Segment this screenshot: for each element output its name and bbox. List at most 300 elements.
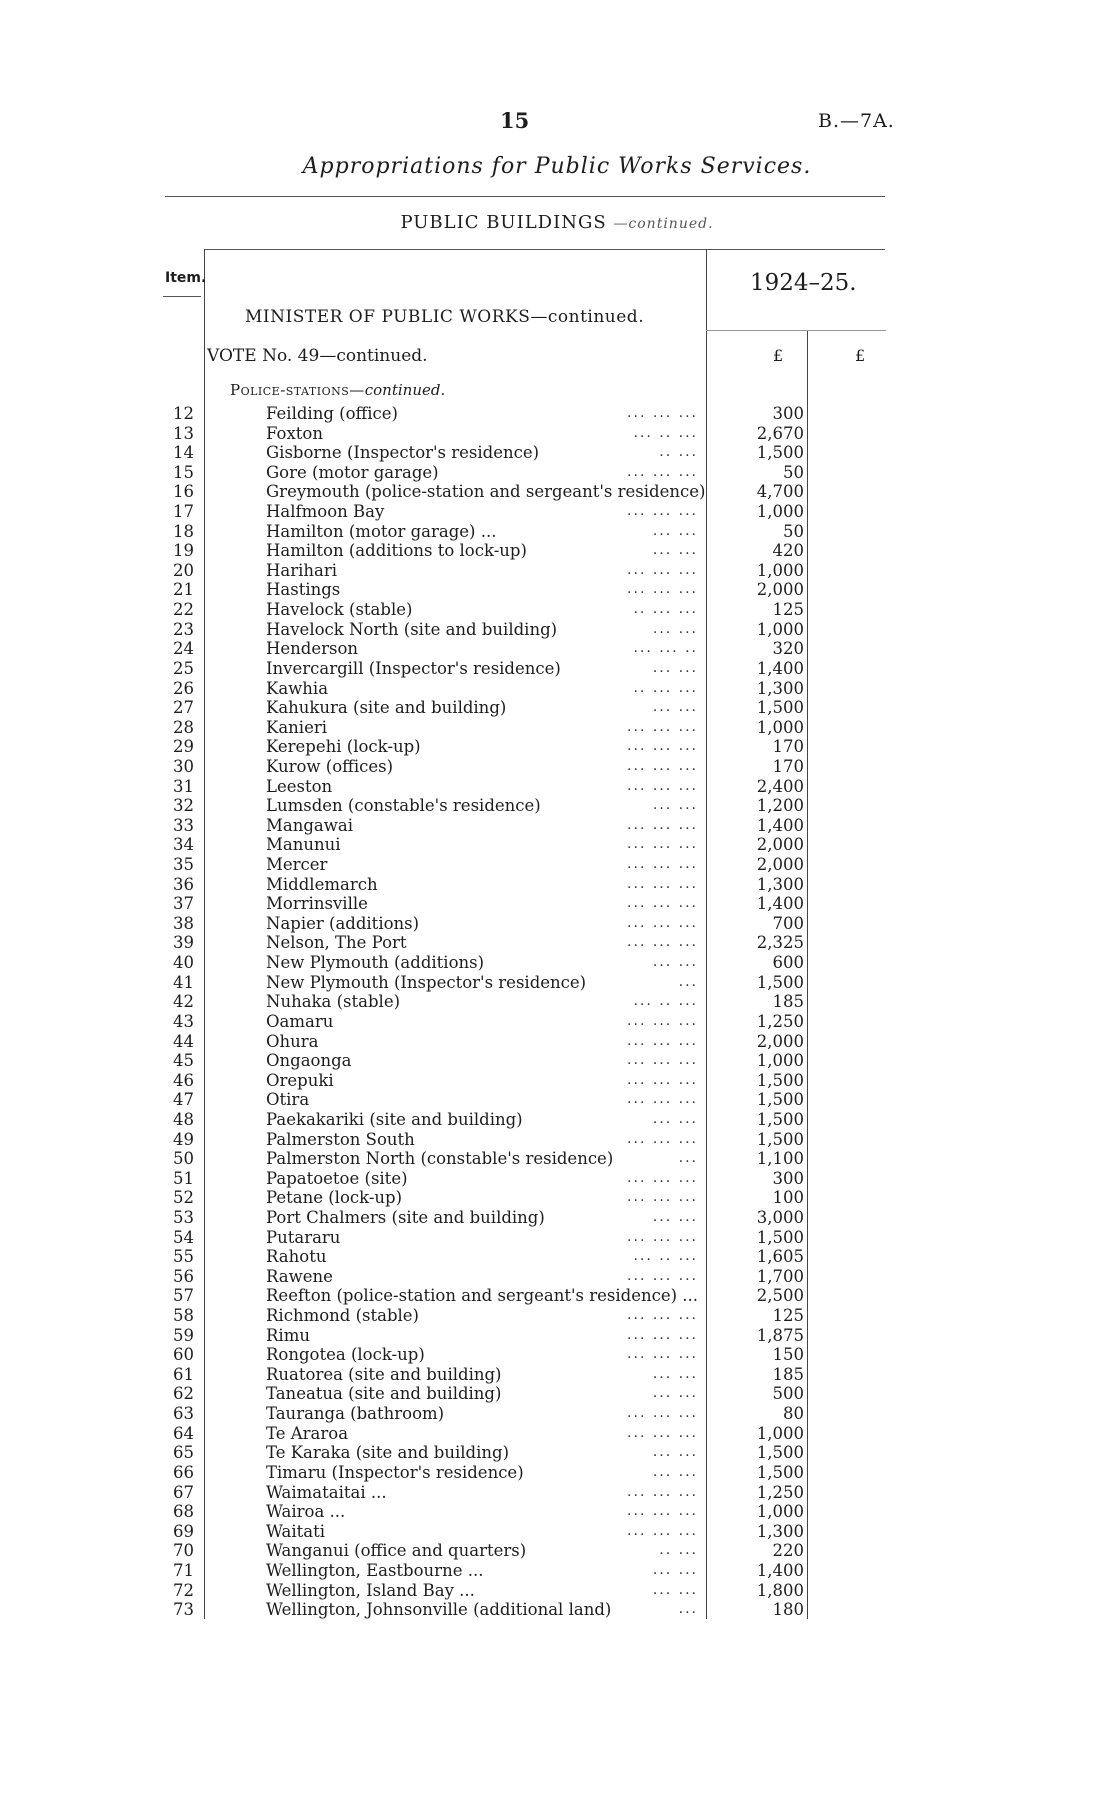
item-number: 58: [173, 1306, 194, 1326]
item-number: 24: [173, 639, 194, 659]
item-description: Petane (lock-up): [266, 1188, 403, 1208]
item-number: 73: [173, 1600, 194, 1620]
table-row: [0, 522, 1114, 542]
item-amount: 125: [772, 600, 804, 620]
item-number: 19: [173, 541, 194, 561]
item-description: Ruatorea (site and building): [266, 1364, 502, 1384]
table-row: [0, 855, 1114, 875]
leader-dots: ... ...: [652, 1365, 698, 1382]
item-amount: 2,000: [756, 855, 804, 875]
item-description: Leeston: [266, 776, 333, 796]
item-number: 59: [173, 1325, 194, 1345]
leader-dots: ... ...: [652, 1110, 698, 1127]
item-description: Mercer: [266, 855, 328, 875]
item-description: Kawhia: [266, 678, 329, 698]
table-row: [0, 482, 1114, 502]
item-number: 17: [173, 502, 194, 522]
leader-dots: ... ...: [652, 1385, 698, 1402]
item-number: 57: [173, 1286, 194, 1306]
table-row: [0, 1306, 1114, 1326]
item-number: 50: [173, 1149, 194, 1169]
item-description: Wairoa ...: [266, 1502, 346, 1522]
leader-dots: ... ... ...: [627, 1032, 698, 1049]
table-row: [0, 1071, 1114, 1091]
item-header-rule: [163, 296, 201, 297]
item-amount: 1,000: [756, 502, 804, 522]
item-amount: 1,000: [756, 717, 804, 737]
item-description: Waimataitai ...: [266, 1482, 387, 1502]
item-amount: 50: [783, 462, 804, 482]
leader-dots: ... ... ...: [627, 934, 698, 951]
vote-heading: VOTE No. 49—continued.: [207, 346, 428, 366]
table-row: [0, 953, 1114, 973]
table-row: [0, 875, 1114, 895]
item-number: 29: [173, 737, 194, 757]
item-description: Harihari: [266, 560, 338, 580]
currency-symbol-col1: £: [773, 346, 784, 365]
sub-heading-continued: continued.: [364, 381, 446, 399]
year-header-rule: [706, 330, 886, 331]
item-number: 44: [173, 1031, 194, 1051]
item-amount: 1,875: [756, 1325, 804, 1345]
item-description: Invercargill (Inspector's residence): [266, 658, 561, 678]
item-number: 18: [173, 521, 194, 541]
leader-dots: ... ... ...: [627, 1228, 698, 1245]
item-description: Kurow (offices): [266, 756, 394, 776]
item-description: Wellington, Island Bay ...: [266, 1580, 475, 1600]
leader-dots: ...: [678, 1150, 698, 1167]
leader-dots: ... ...: [652, 1581, 698, 1598]
item-description: Waitati: [266, 1521, 326, 1541]
item-amount: 2,670: [756, 423, 804, 443]
item-amount: 1,500: [756, 1227, 804, 1247]
leader-dots: ... ...: [652, 620, 698, 637]
item-description: Foxton: [266, 423, 323, 443]
title-rule: [165, 196, 885, 197]
table-row: [0, 1149, 1114, 1169]
appropriations-table: [0, 404, 1114, 1620]
item-amount: 1,500: [756, 1090, 804, 1110]
table-row: [0, 698, 1114, 718]
item-amount: 1,800: [756, 1580, 804, 1600]
table-row: [0, 1541, 1114, 1561]
item-number: 52: [173, 1188, 194, 1208]
item-number: 14: [173, 443, 194, 463]
item-description: Greymouth (police-station and sergeant's residence): [266, 482, 706, 502]
item-number: 53: [173, 1207, 194, 1227]
item-number: 21: [173, 580, 194, 600]
table-row: [0, 541, 1114, 561]
leader-dots: .. ... ...: [633, 679, 698, 696]
leader-dots: ... ...: [652, 1463, 698, 1480]
table-row: [0, 1600, 1114, 1620]
item-description: Rimu: [266, 1325, 310, 1345]
leader-dots: ... ... ...: [627, 1503, 698, 1520]
leader-dots: .. ...: [659, 444, 698, 461]
item-amount: 1,300: [756, 874, 804, 894]
item-number: 49: [173, 1129, 194, 1149]
item-number: 28: [173, 717, 194, 737]
leader-dots: ... ... ...: [627, 1189, 698, 1206]
leader-dots: ... ... ...: [627, 463, 698, 480]
table-row: [0, 1384, 1114, 1404]
item-number: 25: [173, 658, 194, 678]
item-amount: 3,000: [756, 1207, 804, 1227]
item-amount: 1,250: [756, 1011, 804, 1031]
leader-dots: ... .. ...: [633, 424, 698, 441]
item-number: 56: [173, 1266, 194, 1286]
item-amount: 2,000: [756, 835, 804, 855]
item-amount: 180: [772, 1600, 804, 1620]
leader-dots: ... ...: [652, 1561, 698, 1578]
item-amount: 300: [772, 404, 804, 423]
item-description: Otira: [266, 1090, 310, 1110]
item-description: Nuhaka (stable): [266, 992, 401, 1012]
item-amount: 2,000: [756, 580, 804, 600]
table-row: [0, 580, 1114, 600]
item-amount: 1,100: [756, 1149, 804, 1169]
item-number: 13: [173, 423, 194, 443]
document-code: B.—7A.: [818, 110, 895, 132]
item-description: Reefton (police-station and sergeant's residence) ...: [266, 1286, 699, 1306]
table-row: [0, 463, 1114, 483]
item-number: 33: [173, 815, 194, 835]
item-amount: 1,000: [756, 1423, 804, 1443]
item-number: 42: [173, 992, 194, 1012]
item-number: 40: [173, 953, 194, 973]
item-amount: 80: [783, 1404, 804, 1424]
table-row: [0, 1365, 1114, 1385]
table-row: [0, 973, 1114, 993]
item-amount: 170: [772, 756, 804, 776]
leader-dots: ... ... ...: [627, 1522, 698, 1539]
item-description: Port Chalmers (site and building): [266, 1207, 545, 1227]
item-number: 70: [173, 1541, 194, 1561]
item-description: New Plymouth (Inspector's residence): [266, 972, 587, 992]
table-row: [0, 777, 1114, 797]
item-amount: 1,500: [756, 1070, 804, 1090]
item-description: Manunui: [266, 835, 341, 855]
table-row: [0, 1443, 1114, 1463]
item-description: Wanganui (office and quarters): [266, 1541, 527, 1561]
table-row: [0, 1267, 1114, 1287]
item-amount: 1,500: [756, 1443, 804, 1463]
leader-dots: ... ... ...: [627, 1071, 698, 1088]
item-number: 32: [173, 796, 194, 816]
item-description: Palmerston South: [266, 1129, 415, 1149]
leader-dots: ... ... ...: [627, 856, 698, 873]
item-description: Te Karaka (site and building): [266, 1443, 510, 1463]
table-row: [0, 1522, 1114, 1542]
item-description: Napier (additions): [266, 913, 420, 933]
leader-dots: ... ... ...: [627, 405, 698, 421]
table-row: [0, 796, 1114, 816]
leader-dots: ... ... ...: [627, 757, 698, 774]
item-amount: 150: [772, 1345, 804, 1365]
leader-dots: ... .. ...: [633, 993, 698, 1010]
year-column-header: 1924–25.: [750, 270, 857, 296]
item-number: 23: [173, 619, 194, 639]
item-amount: 300: [772, 1168, 804, 1188]
item-number: 16: [173, 482, 194, 502]
leader-dots: .. ... ...: [633, 601, 698, 618]
table-row: [0, 639, 1114, 659]
leader-dots: ... ...: [652, 1208, 698, 1225]
item-number: 22: [173, 600, 194, 620]
leader-dots: ... ... ...: [627, 1346, 698, 1363]
item-amount: 1,000: [756, 619, 804, 639]
item-description: Timaru (Inspector's residence): [266, 1462, 524, 1482]
item-number: 67: [173, 1482, 194, 1502]
item-description: Havelock (stable): [266, 600, 413, 620]
leader-dots: ... ... ...: [627, 1483, 698, 1500]
leader-dots: ... ... ...: [627, 914, 698, 931]
leader-dots: ... ... ...: [627, 1326, 698, 1343]
item-number: 62: [173, 1384, 194, 1404]
item-description: Halfmoon Bay: [266, 502, 385, 522]
item-description: Gisborne (Inspector's residence): [266, 443, 540, 463]
table-row: [0, 1169, 1114, 1189]
leader-dots: ... ... ...: [627, 777, 698, 794]
item-number: 51: [173, 1168, 194, 1188]
item-amount: 1,500: [756, 1129, 804, 1149]
sub-heading-title: Police-stations—: [230, 381, 365, 399]
item-amount: 320: [772, 639, 804, 659]
table-row: [0, 1130, 1114, 1150]
item-number: 69: [173, 1521, 194, 1541]
item-description: Lumsden (constable's residence): [266, 796, 541, 816]
item-amount: 420: [772, 541, 804, 561]
item-amount: 100: [772, 1188, 804, 1208]
sub-heading: [230, 381, 445, 399]
leader-dots: ... ... ...: [627, 503, 698, 520]
item-amount: 170: [772, 737, 804, 757]
item-number: 34: [173, 835, 194, 855]
leader-dots: .. ...: [659, 1542, 698, 1559]
table-row: [0, 1188, 1114, 1208]
item-description: Palmerston North (constable's residence): [266, 1149, 614, 1169]
section-continued: —continued.: [613, 216, 714, 232]
leader-dots: ... ... ...: [627, 1130, 698, 1147]
leader-dots: ... ... ...: [627, 895, 698, 912]
item-description: Wellington, Johnsonville (additional land): [266, 1600, 612, 1620]
item-description: Kahukura (site and building): [266, 698, 507, 718]
item-number: 54: [173, 1227, 194, 1247]
table-row: [0, 1424, 1114, 1444]
item-number: 48: [173, 1109, 194, 1129]
leader-dots: ... ... ...: [627, 1169, 698, 1186]
item-amount: 1,500: [756, 698, 804, 718]
item-number: 39: [173, 933, 194, 953]
item-number: 41: [173, 972, 194, 992]
item-amount: 4,700: [756, 482, 804, 502]
table-row: [0, 443, 1114, 463]
leader-dots: ... ... ...: [627, 816, 698, 833]
table-row: [0, 620, 1114, 640]
leader-dots: ... ... ...: [627, 1405, 698, 1422]
item-amount: 1,300: [756, 1521, 804, 1541]
item-description: Ongaonga: [266, 1051, 352, 1071]
table-row: [0, 1326, 1114, 1346]
item-number: 46: [173, 1070, 194, 1090]
leader-dots: ... ... ...: [627, 875, 698, 892]
item-description: Rongotea (lock-up): [266, 1345, 425, 1365]
item-description: Morrinsville: [266, 894, 368, 914]
item-amount: 500: [772, 1384, 804, 1404]
item-description: Hastings: [266, 580, 341, 600]
leader-dots: ...: [678, 1601, 698, 1618]
item-amount: 2,325: [756, 933, 804, 953]
item-amount: 1,500: [756, 443, 804, 463]
table-row: [0, 718, 1114, 738]
section-title: PUBLIC BUILDINGS: [400, 212, 607, 233]
section-heading: [0, 212, 1114, 233]
table-row: [0, 914, 1114, 934]
item-description: Ohura: [266, 1031, 319, 1051]
leader-dots: ... ... ...: [627, 1424, 698, 1441]
item-description: Mangawai: [266, 815, 353, 835]
item-description: Richmond (stable): [266, 1306, 419, 1326]
table-row: [0, 1286, 1114, 1306]
item-amount: 1,000: [756, 1051, 804, 1071]
item-amount: 185: [772, 1364, 804, 1384]
table-row: [0, 1051, 1114, 1071]
leader-dots: ... ...: [652, 797, 698, 814]
item-number: 36: [173, 874, 194, 894]
item-description: Middlemarch: [266, 874, 378, 894]
item-number: 37: [173, 894, 194, 914]
leader-dots: ... ... ...: [627, 718, 698, 735]
table-row: [0, 992, 1114, 1012]
item-description: New Plymouth (additions): [266, 953, 485, 973]
table-row: [0, 1345, 1114, 1365]
item-amount: 1,400: [756, 894, 804, 914]
item-amount: 1,300: [756, 678, 804, 698]
table-row: [0, 600, 1114, 620]
item-description: Orepuki: [266, 1070, 334, 1090]
table-row: [0, 1463, 1114, 1483]
item-amount: 1,400: [756, 1560, 804, 1580]
item-description: Oamaru: [266, 1011, 334, 1031]
item-description: Wellington, Eastbourne ...: [266, 1560, 484, 1580]
leader-dots: ... ...: [652, 1444, 698, 1461]
table-row: [0, 1090, 1114, 1110]
leader-dots: ... ... ...: [627, 1052, 698, 1069]
item-description: Rawene: [266, 1266, 333, 1286]
item-description: Hamilton (motor garage) ...: [266, 521, 497, 541]
item-number: 61: [173, 1364, 194, 1384]
table-row: [0, 502, 1114, 522]
table-row: [0, 1561, 1114, 1581]
item-amount: 50: [783, 521, 804, 541]
leader-dots: ... ... ..: [633, 640, 698, 657]
item-number: 12: [173, 404, 194, 423]
table-row: [0, 1228, 1114, 1248]
item-number: 66: [173, 1462, 194, 1482]
item-number: 64: [173, 1423, 194, 1443]
item-description: Rahotu: [266, 1247, 327, 1267]
item-number: 71: [173, 1560, 194, 1580]
table-row: [0, 933, 1114, 953]
item-description: Taneatua (site and building): [266, 1384, 502, 1404]
leader-dots: ... ...: [652, 954, 698, 971]
item-description: Nelson, The Port: [266, 933, 407, 953]
item-description: Havelock North (site and building): [266, 619, 558, 639]
page-number: 15: [500, 108, 530, 133]
table-row: [0, 1247, 1114, 1267]
item-amount: 600: [772, 953, 804, 973]
item-amount: 185: [772, 992, 804, 1012]
table-row: [0, 835, 1114, 855]
item-amount: 1,500: [756, 972, 804, 992]
leader-dots: ... ...: [652, 542, 698, 559]
item-number: 72: [173, 1580, 194, 1600]
item-description: Henderson: [266, 639, 359, 659]
item-number: 43: [173, 1011, 194, 1031]
item-number: 47: [173, 1090, 194, 1110]
item-description: Tauranga (bathroom): [266, 1404, 445, 1424]
page-title: Appropriations for Public Works Services.: [302, 154, 812, 179]
leader-dots: ... ... ...: [627, 581, 698, 598]
table-row: [0, 561, 1114, 581]
item-number: 68: [173, 1502, 194, 1522]
item-amount: 1,000: [756, 1502, 804, 1522]
item-amount: 1,200: [756, 796, 804, 816]
table-row: [0, 1110, 1114, 1130]
table-row: [0, 816, 1114, 836]
leader-dots: ... ... ...: [627, 1012, 698, 1029]
leader-dots: ... .. ...: [633, 1248, 698, 1265]
item-amount: 1,250: [756, 1482, 804, 1502]
table-row: [0, 737, 1114, 757]
item-amount: 1,500: [756, 1109, 804, 1129]
item-amount: 125: [772, 1306, 804, 1326]
item-number: 35: [173, 855, 194, 875]
item-description: Feilding (office): [266, 404, 398, 423]
item-description: Kerepehi (lock-up): [266, 737, 421, 757]
table-row: [0, 1012, 1114, 1032]
leader-dots: ... ... ...: [627, 738, 698, 755]
table-row: [0, 894, 1114, 914]
item-amount: 1,500: [756, 1462, 804, 1482]
item-description: Gore (motor garage): [266, 462, 439, 482]
item-description: Putararu: [266, 1227, 341, 1247]
item-number: 20: [173, 560, 194, 580]
item-number: 30: [173, 756, 194, 776]
item-amount: 220: [772, 1541, 804, 1561]
item-amount: 1,605: [756, 1247, 804, 1267]
item-number: 63: [173, 1404, 194, 1424]
item-column-header: Item.: [165, 270, 207, 286]
table-row: [0, 659, 1114, 679]
item-number: 27: [173, 698, 194, 718]
item-amount: 700: [772, 913, 804, 933]
item-number: 15: [173, 462, 194, 482]
table-row: [0, 679, 1114, 699]
item-description: Hamilton (additions to lock-up): [266, 541, 527, 561]
item-amount: 2,400: [756, 776, 804, 796]
item-number: 26: [173, 678, 194, 698]
item-number: 65: [173, 1443, 194, 1463]
leader-dots: ... ...: [652, 699, 698, 716]
table-row: [0, 404, 1114, 424]
leader-dots: ... ...: [652, 659, 698, 676]
item-number: 60: [173, 1345, 194, 1365]
leader-dots: ... ... ...: [627, 1307, 698, 1324]
item-amount: 1,000: [756, 560, 804, 580]
table-row: [0, 757, 1114, 777]
table-row: [0, 1032, 1114, 1052]
